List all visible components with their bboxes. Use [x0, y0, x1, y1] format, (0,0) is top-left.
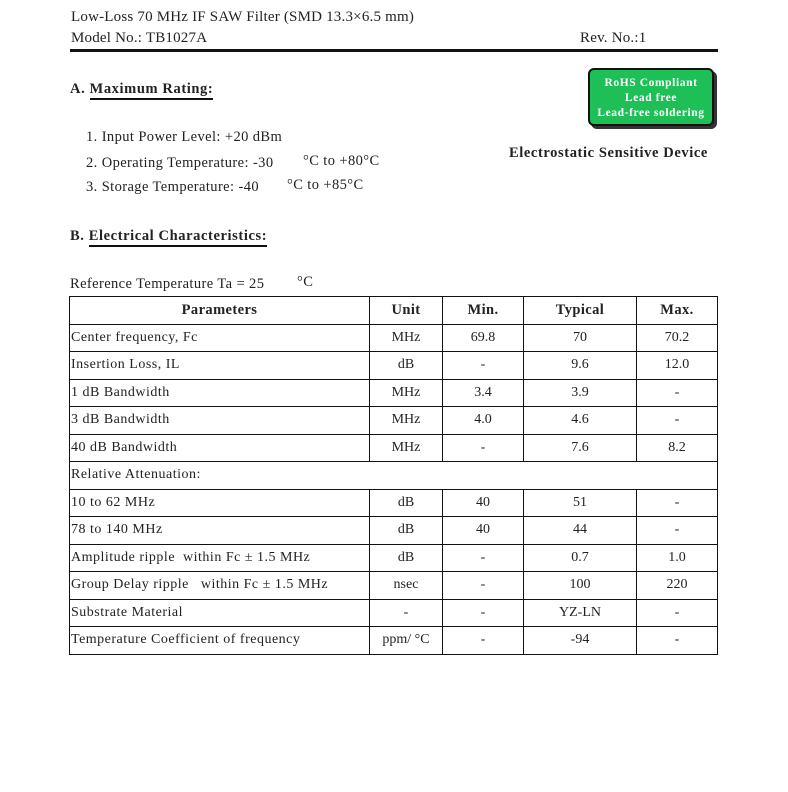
relative-attenuation-label: Relative Attenuation:: [70, 462, 718, 490]
table-row: [70, 352, 718, 380]
typical-cell: 100: [524, 572, 637, 600]
rating-item-2-range: °C to +80°C: [303, 153, 380, 169]
param-cell: 1 dB Bandwidth: [70, 379, 370, 407]
typical-cell: 9.6: [524, 352, 637, 380]
min-cell: -: [443, 627, 524, 655]
typical-cell: 3.9: [524, 379, 637, 407]
max-cell: 220: [637, 572, 718, 600]
table-row: [70, 379, 718, 407]
revision-number: Rev. No.:1: [580, 30, 647, 46]
unit-cell: MHz: [370, 434, 443, 462]
unit-cell: ppm/ °C: [370, 627, 443, 655]
unit-cell: dB: [370, 517, 443, 545]
min-cell: -: [443, 599, 524, 627]
header-typical: Typical: [524, 297, 637, 325]
reference-temperature-unit: °C: [297, 274, 314, 290]
rohs-badge: [588, 68, 714, 126]
max-cell: -: [637, 489, 718, 517]
table-group-row: [70, 462, 718, 490]
min-cell: 3.4: [443, 379, 524, 407]
param-cell: 40 dB Bandwidth: [70, 434, 370, 462]
unit-cell: dB: [370, 544, 443, 572]
param-cell: Group Delay ripple within Fc ± 1.5 MHz: [70, 572, 370, 600]
param-cell: Amplitude ripple within Fc ± 1.5 MHz: [70, 544, 370, 572]
table-row: [70, 627, 718, 655]
typical-cell: 7.6: [524, 434, 637, 462]
min-cell: -: [443, 544, 524, 572]
section-a-prefix: A.: [70, 81, 86, 97]
max-cell: -: [637, 517, 718, 545]
table-header-row: [70, 297, 718, 325]
max-cell: 1.0: [637, 544, 718, 572]
unit-cell: MHz: [370, 407, 443, 435]
section-b-prefix: B.: [70, 228, 85, 244]
table-row: [70, 544, 718, 572]
max-cell: -: [637, 379, 718, 407]
max-cell: -: [637, 599, 718, 627]
max-cell: 70.2: [637, 324, 718, 352]
max-cell: -: [637, 627, 718, 655]
typical-cell: 44: [524, 517, 637, 545]
min-cell: -: [443, 352, 524, 380]
esd-note: Electrostatic Sensitive Device: [509, 145, 708, 161]
unit-cell: nsec: [370, 572, 443, 600]
section-b-title: Electrical Characteristics:: [89, 228, 267, 247]
rohs-line-3: Lead-free soldering: [597, 107, 705, 119]
header-min: Min.: [443, 297, 524, 325]
electrical-characteristics-table: [69, 296, 718, 655]
param-cell: Insertion Loss, IL: [70, 352, 370, 380]
min-cell: 4.0: [443, 407, 524, 435]
typical-cell: YZ-LN: [524, 599, 637, 627]
model-number: Model No.: TB1027A: [71, 30, 208, 46]
min-cell: 69.8: [443, 324, 524, 352]
unit-cell: dB: [370, 489, 443, 517]
table-row: [70, 324, 718, 352]
min-cell: 40: [443, 517, 524, 545]
min-cell: -: [443, 572, 524, 600]
header-rule: [70, 49, 718, 52]
unit-cell: -: [370, 599, 443, 627]
rating-item-2: 2. Operating Temperature: -30: [86, 155, 274, 171]
rating-item-1: 1. Input Power Level: +20 dBm: [86, 129, 283, 145]
min-cell: 40: [443, 489, 524, 517]
table-row: [70, 434, 718, 462]
table-row: [70, 407, 718, 435]
section-a-heading: [70, 81, 222, 98]
header-unit: Unit: [370, 297, 443, 325]
param-cell: 3 dB Bandwidth: [70, 407, 370, 435]
typical-cell: 51: [524, 489, 637, 517]
rating-item-3-range: °C to +85°C: [287, 177, 364, 193]
unit-cell: dB: [370, 352, 443, 380]
typical-cell: 70: [524, 324, 637, 352]
max-cell: -: [637, 407, 718, 435]
header-max: Max.: [637, 297, 718, 325]
min-cell: -: [443, 434, 524, 462]
rohs-line-2: Lead free: [624, 92, 678, 104]
param-cell: 10 to 62 MHz: [70, 489, 370, 517]
section-b-heading: [70, 228, 280, 245]
param-cell: 78 to 140 MHz: [70, 517, 370, 545]
header-parameters: Parameters: [70, 297, 370, 325]
section-a-title: Maximum Rating:: [90, 81, 214, 100]
param-cell: Substrate Material: [70, 599, 370, 627]
table-row: [70, 599, 718, 627]
reference-temperature: Reference Temperature Ta = 25: [70, 276, 265, 292]
param-cell: Center frequency, Fc: [70, 324, 370, 352]
param-cell: Temperature Coefficient of frequency: [70, 627, 370, 655]
typical-cell: -94: [524, 627, 637, 655]
max-cell: 8.2: [637, 434, 718, 462]
rating-item-3: 3. Storage Temperature: -40: [86, 179, 259, 195]
typical-cell: 4.6: [524, 407, 637, 435]
table-row: [70, 517, 718, 545]
max-cell: 12.0: [637, 352, 718, 380]
rohs-line-1: RoHS Compliant: [604, 77, 698, 89]
unit-cell: MHz: [370, 324, 443, 352]
document-title: Low-Loss 70 MHz IF SAW Filter (SMD 13.3×6.5 mm): [71, 9, 415, 25]
typical-cell: 0.7: [524, 544, 637, 572]
table-row: [70, 572, 718, 600]
unit-cell: MHz: [370, 379, 443, 407]
table-row: [70, 489, 718, 517]
